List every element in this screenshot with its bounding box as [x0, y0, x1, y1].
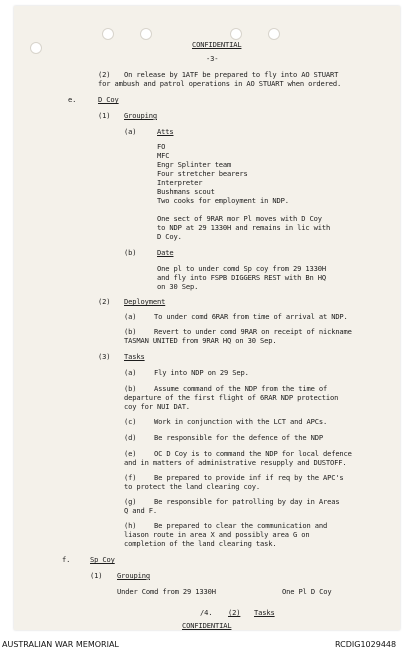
- task-text: Be responsible for patrolling by day in Areas: [154, 497, 340, 506]
- subparagraph-letter: (b): [124, 327, 137, 336]
- paragraph-text: One pl to under comd Sp coy from 29 1330H: [157, 264, 326, 273]
- task-text: Work in conjunction with the LCT and APCs.: [154, 417, 328, 426]
- paragraph-text: for ambush and patrol operations in AO STUART when ordered.: [98, 79, 342, 88]
- punch-hole: [140, 28, 152, 40]
- list-item: MFC: [157, 151, 170, 160]
- task-text: Be responsible for the defence of the NDP: [154, 433, 323, 442]
- note-text: to NDP at 29 1330H and remains in lic with: [157, 223, 331, 232]
- list-item: FO: [157, 142, 166, 151]
- continuation-number: (2): [228, 608, 241, 617]
- paragraph-text: Revert to under comd 9RAR on receipt of nickname: [154, 327, 352, 336]
- paragraph-number: (3): [98, 352, 111, 361]
- paragraph-text: TASMAN UNITED from 9RAR HQ on 30 Sep.: [124, 336, 277, 345]
- subparagraph-letter: (d): [124, 433, 137, 442]
- paragraph-text: and fly into FSPB DIGGERS REST with Bn HQ: [157, 273, 326, 282]
- classification-header: CONFIDENTIAL: [192, 40, 242, 49]
- task-text: completion of the land clearing task.: [124, 539, 277, 548]
- grouping-text: Under Comd from 29 1330H: [117, 587, 216, 596]
- classification-footer: CONFIDENTIAL: [182, 621, 232, 630]
- list-item: Interpreter: [157, 178, 203, 187]
- subparagraph-letter: (b): [124, 248, 137, 257]
- section-title: D Coy: [98, 95, 119, 104]
- task-text: liason route in area X and possibly area G on: [124, 530, 310, 539]
- punch-hole: [102, 28, 114, 40]
- subparagraph-letter: (a): [124, 127, 137, 136]
- section-letter: e.: [68, 95, 77, 104]
- list-item: Two cooks for employment in NDP.: [157, 196, 289, 205]
- paragraph-number: (1): [98, 111, 111, 120]
- subheading-date: Date: [157, 248, 174, 257]
- subheading-deployment: Deployment: [124, 297, 166, 306]
- subparagraph-letter: (e): [124, 449, 137, 458]
- punch-hole: [268, 28, 280, 40]
- subparagraph-letter: (f): [124, 473, 137, 482]
- archive-id: RCDIG1029448: [335, 640, 397, 649]
- subheading-tasks: Tasks: [124, 352, 145, 361]
- subparagraph-letter: (a): [124, 368, 137, 377]
- section-letter: f.: [62, 555, 71, 564]
- subparagraph-letter: (b): [124, 384, 137, 393]
- paragraph-number: (1): [90, 571, 103, 580]
- task-text: coy for NUI DAT.: [124, 402, 190, 411]
- note-text: One sect of 9RAR mor Pl moves with D Coy: [157, 214, 322, 223]
- task-text: Be prepared to provide inf if req by the APC's: [154, 473, 344, 482]
- subparagraph-letter: (g): [124, 497, 137, 506]
- task-text: Be prepared to clear the communication and: [154, 521, 328, 530]
- paragraph-text: To under comd 6RAR from time of arrival at NDP.: [154, 312, 348, 321]
- paragraph-text: On release by 1ATF be prepared to fly into AO STUART: [124, 70, 339, 79]
- archive-name: AUSTRALIAN WAR MEMORIAL: [2, 640, 119, 649]
- task-text: and in matters of administrative resupply and DUSTOFF.: [124, 458, 347, 467]
- task-text: Fly into NDP on 29 Sep.: [154, 368, 249, 377]
- task-text: Q and F.: [124, 506, 157, 515]
- subparagraph-letter: (h): [124, 521, 137, 530]
- subparagraph-letter: (c): [124, 417, 137, 426]
- task-text: OC D Coy is to command the NDP for local defence: [154, 449, 352, 458]
- list-item: Four stretcher bearers: [157, 169, 248, 178]
- subparagraph-letter: (a): [124, 312, 137, 321]
- subheading-grouping: Grouping: [117, 571, 150, 580]
- page-number: -3-: [206, 54, 219, 63]
- continuation-prefix: /4.: [200, 608, 213, 617]
- paragraph-number: (2): [98, 297, 111, 306]
- task-text: to protect the land clearing coy.: [124, 482, 260, 491]
- task-text: Assume command of the NDP from the time of: [154, 384, 328, 393]
- paragraph-number: (2): [98, 70, 111, 79]
- subheading-grouping: Grouping: [124, 111, 157, 120]
- punch-hole: [30, 42, 42, 54]
- task-text: departure of the first flight of 6RAR NDP protection: [124, 393, 339, 402]
- list-item: Engr Splinter team: [157, 160, 232, 169]
- section-title: Sp Coy: [90, 555, 115, 564]
- list-item: Bushmans scout: [157, 187, 215, 196]
- continuation-title: Tasks: [254, 608, 275, 617]
- punch-hole: [230, 28, 242, 40]
- paragraph-text: on 30 Sep.: [157, 282, 199, 291]
- grouping-text: One Pl D Coy: [282, 587, 332, 596]
- subheading-atts: Atts: [157, 127, 174, 136]
- note-text: D Coy.: [157, 232, 182, 241]
